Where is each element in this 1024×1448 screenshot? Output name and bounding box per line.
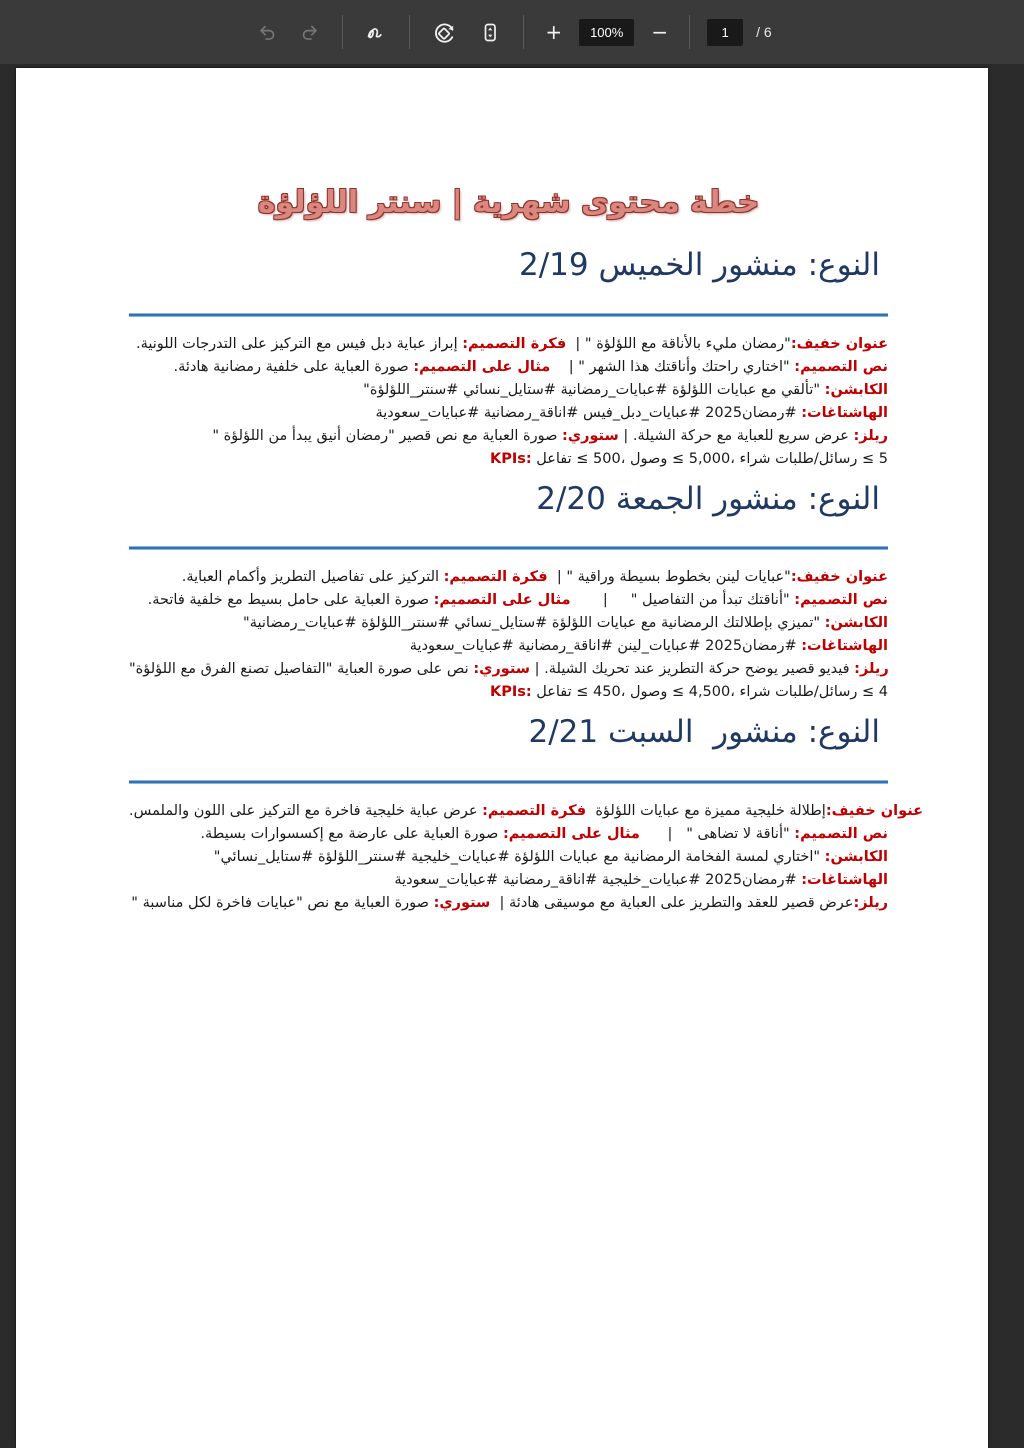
- rotate-page-button[interactable]: [427, 15, 461, 49]
- post-section: [129, 710, 924, 915]
- field-text: صورة العباية مع نص قصير "رمضان أنيق يبدأ من اللؤلؤة ": [212, 427, 558, 444]
- pdf-viewer-area[interactable]: [0, 64, 1024, 912]
- field-text: "اختاري راحتك وأناقتك هذا الشهر " |: [554, 358, 790, 375]
- fit-to-page-icon: [478, 20, 502, 44]
- field-text: فيديو قصير يوضح حركة التطريز عند تحريك الشيلة. |: [534, 661, 850, 678]
- signature-pen-icon: [364, 20, 388, 44]
- field-text: "أناقة لا تضاهى " |: [644, 826, 790, 843]
- field-label: نص التصميم:: [794, 826, 888, 843]
- content-line: [129, 425, 888, 448]
- heading-underline: [129, 313, 888, 317]
- zoom-out-button[interactable]: −: [647, 18, 672, 46]
- field-label: عنوان خفيف:: [825, 803, 924, 820]
- field-text: رسائل/طلبات شراء: [739, 684, 858, 701]
- zoom-in-button[interactable]: +: [541, 18, 566, 46]
- field-text: عرض عباية خليجية فاخرة مع التركيز على اللون والملمس.: [129, 803, 478, 820]
- field-label: فكرة التصميم:: [462, 335, 567, 352]
- undo-icon: [256, 21, 278, 43]
- content-line: [129, 846, 888, 869]
- field-text: عرض قصير للعقد والتطريز على العباية مع موسيقى هادئة |: [494, 895, 854, 912]
- post-section: [129, 477, 888, 705]
- field-label: مثال على التصميم:: [433, 592, 571, 609]
- field-label: الكابشن:: [824, 381, 888, 398]
- field-label: ريلز:: [854, 661, 889, 678]
- field-label: الهاشتاغات:: [801, 638, 888, 655]
- field-text: "تألقي مع عبايات اللؤلؤة #عبايات_رمضانية #ستايل_نسائي #سنتر_اللؤلؤة": [363, 381, 821, 398]
- field-text: "اختاري لمسة الفخامة الرمضانية مع عبايات اللؤلؤة #عبايات_خليجية #سنتر_اللؤلؤة #ستايل_نسائي": [213, 849, 821, 866]
- toolbar-separator: [409, 15, 410, 49]
- content-line: [129, 612, 888, 635]
- field-text: تفاعل: [536, 450, 572, 467]
- content-line: [129, 823, 888, 846]
- field-label: ريلز:: [853, 895, 888, 912]
- field-label: مثال على التصميم:: [502, 826, 640, 843]
- field-text: وصول: [630, 684, 668, 701]
- field-text: #رمضان2025 #عبايات_خليجية #اناقة_رمضانية #عبايات_سعودية: [394, 872, 797, 889]
- fit-to-page-button[interactable]: [474, 16, 506, 48]
- field-text: نص على صورة العباية "التفاصيل تصنع الفرق مع اللؤلؤة": [129, 661, 469, 678]
- post-heading: النوع: منشور الخميس 2/19: [518, 247, 880, 283]
- content-line: [129, 800, 924, 823]
- field-text: التركيز على تفاصيل التطريز وأكمام العباية.: [181, 569, 440, 586]
- field-label: فكرة التصميم:: [443, 569, 548, 586]
- field-label: نص التصميم:: [794, 358, 888, 375]
- field-label: نص التصميم:: [794, 592, 888, 609]
- post-body: [129, 800, 924, 915]
- field-text: إطلالة خليجية مميزة مع عبايات اللؤلؤة: [590, 803, 826, 820]
- content-line: [129, 658, 888, 681]
- field-text: عرض سريع للعباية مع حركة الشيلة. |: [623, 427, 849, 444]
- field-text: "أناقتك تبدأ من التفاصيل " |: [575, 592, 790, 609]
- field-text: ≤ 450،: [576, 684, 626, 701]
- field-label: ريلز:: [853, 427, 888, 444]
- post-body: [129, 333, 888, 471]
- content-line: [129, 869, 888, 892]
- field-text: "عبايات لينن بخطوط بسيطة وراقية " |: [552, 569, 791, 586]
- page-content: [16, 180, 988, 915]
- content-line: [129, 356, 888, 379]
- pdf-page: [16, 68, 988, 1448]
- field-label: KPIs:: [489, 684, 532, 701]
- field-text: "تميزي بإطلالتك الرمضانية مع عبايات اللؤلؤة #ستايل_نسائي #سنتر_اللؤلؤة #عبايات_رمضانية": [243, 615, 821, 632]
- page-number-field[interactable]: 1: [707, 19, 743, 46]
- field-label: فكرة التصميم:: [482, 803, 587, 820]
- field-text: ≤ 4,500،: [671, 684, 735, 701]
- pdf-toolbar: [0, 0, 1024, 64]
- content-line: [129, 566, 888, 589]
- page-count-label: / 6: [756, 24, 772, 40]
- field-text: صورة العباية على خلفية رمضانية هادئة.: [173, 358, 409, 375]
- field-label: عنوان خفيف:: [790, 335, 888, 352]
- undo-button[interactable]: [252, 17, 282, 47]
- field-label: الهاشتاغات:: [801, 404, 888, 421]
- posts-container: [129, 243, 924, 915]
- post-heading: النوع: منشور السبت 2/21: [528, 714, 880, 751]
- toolbar-separator: [342, 15, 343, 49]
- field-text: ≤ 5: [862, 450, 888, 467]
- content-line: [129, 379, 888, 402]
- toolbar-separator: [689, 15, 690, 49]
- field-text: تفاعل: [536, 684, 572, 701]
- redo-icon: [299, 21, 321, 43]
- field-text: وصول: [630, 450, 668, 467]
- field-text: #رمضان2025 #عبايات_لينن #اناقة_رمضانية #عبايات_سعودية: [409, 638, 797, 655]
- annotate-signature-button[interactable]: [360, 16, 392, 48]
- field-text: ≤ 4: [862, 684, 888, 701]
- content-line: [129, 892, 888, 915]
- rotate-page-icon: [431, 19, 457, 45]
- post-body: [129, 566, 888, 704]
- field-text: إبراز عباية دبل فيس مع التركيز على التدرجات اللونية.: [135, 335, 458, 352]
- field-label: الهاشتاغات:: [801, 872, 888, 889]
- field-text: رسائل/طلبات شراء: [739, 450, 858, 467]
- redo-button[interactable]: [295, 17, 325, 47]
- toolbar-separator: [523, 15, 524, 49]
- field-label: الكابشن:: [824, 849, 888, 866]
- field-text: "رمضان مليء بالأناقة مع اللؤلؤة " |: [570, 335, 791, 352]
- field-text: صورة العباية على حامل بسيط مع خلفية فاتحة.: [147, 592, 430, 609]
- heading-underline: [129, 780, 888, 784]
- field-text: صورة العباية على عارضة مع إكسسوارات بسيطة.: [200, 826, 499, 843]
- field-text: صورة العباية مع نص "عبايات فاخرة لكل مناسبة ": [131, 895, 429, 912]
- zoom-level-field[interactable]: 100%: [579, 19, 634, 46]
- content-line: [129, 635, 888, 658]
- field-text: #رمضان2025 #عبايات_دبل_فيس #اناقة_رمضانية #عبايات_سعودية: [375, 404, 797, 421]
- field-label: KPIs:: [489, 450, 532, 467]
- content-line: [129, 402, 888, 425]
- content-line: [129, 589, 888, 612]
- content-line: [129, 681, 888, 704]
- field-label: ستوري:: [473, 661, 531, 678]
- field-label: عنوان خفيف:: [790, 569, 888, 586]
- post-heading: النوع: منشور الجمعة 2/20: [536, 480, 880, 517]
- content-line: [129, 333, 888, 356]
- field-text: ≤ 500،: [576, 450, 626, 467]
- field-label: مثال على التصميم:: [413, 358, 551, 375]
- field-label: ستوري:: [562, 427, 619, 444]
- content-line: [129, 448, 888, 471]
- post-section: [129, 243, 888, 471]
- field-text: ≤ 5,000،: [671, 450, 735, 467]
- toolbar-group: [252, 15, 771, 49]
- field-label: ستوري:: [433, 895, 491, 912]
- field-label: الكابشن:: [824, 615, 888, 632]
- document-title: خطة محتوى شهرية | سنتر اللؤلؤة: [257, 185, 760, 220]
- heading-underline: [129, 546, 888, 550]
